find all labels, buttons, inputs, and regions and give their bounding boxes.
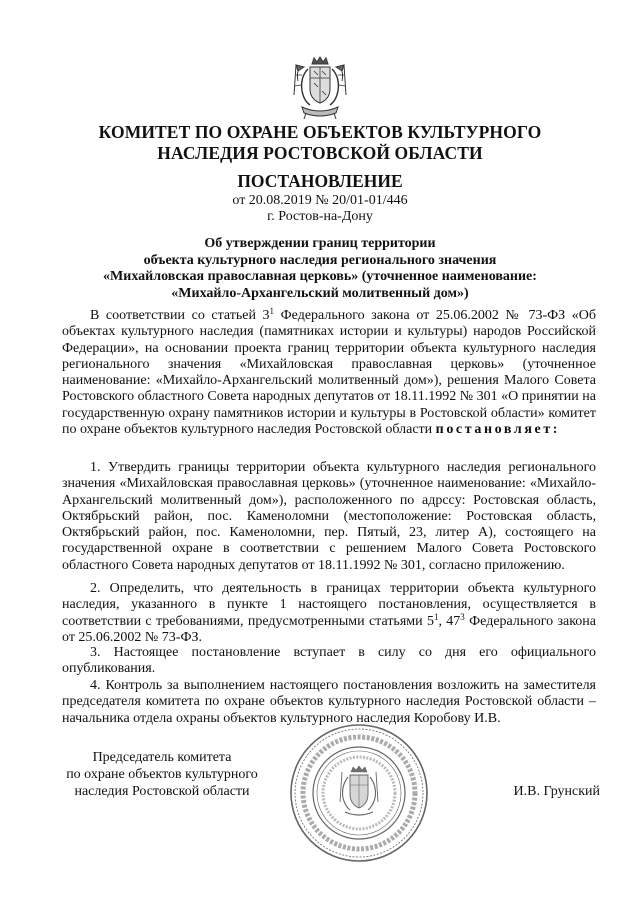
clause-2-text-b: , 47 bbox=[438, 613, 461, 629]
clause-4-text: 4. Контроль за выполнением настоящего постановления возложить на заместителя председателя комитета по охране объектов культурного наследия Ростовской области – начальника отдела охраны объектов культурного наследия Коробову И.В. bbox=[62, 678, 596, 726]
official-seal-icon bbox=[288, 722, 430, 864]
clause-2-text-a: 2. Определить, что деятельность в границах территории объекта культурного наследия, указанного в пункте 1 настоящего постановления, осуществляется в соответствии с требованиями, предусмотренными статьями 5 bbox=[62, 581, 596, 629]
clause-1-text: 1. Утвердить границы территории объекта культурного наследия регионального значения «Михайловская православная церковь» (уточненное наименование: «Михайло-Архангельский молитвенный дом»), расположенного по адрсcу: Ростовская область, Октябрьский район, пос. Каменоломни (местоположение: Ростовская область, Октябрьский район, пос. Каменоломни, пер. Пятый, 23, литер А), состоящего на государственной охране в соответствии с решением Малого Совета Ростовского областного Совета народных депутатов от 18.11.1992 № 301, согласно приложению. bbox=[62, 460, 596, 573]
signatory-position bbox=[62, 749, 262, 800]
signatory-name: И.В. Грунский bbox=[513, 784, 600, 799]
committee-name bbox=[60, 122, 580, 164]
document-title bbox=[60, 236, 580, 302]
signatory-position-line1: Председатель комитета bbox=[92, 750, 232, 765]
clause-2-superscript-2: 3 bbox=[460, 611, 465, 622]
resolution-keyword: постановляет: bbox=[435, 422, 561, 438]
clause-1-paragraph bbox=[62, 460, 596, 574]
signatory-position-line2: по охране объектов культурного bbox=[66, 767, 258, 782]
title-line2: объекта культурного наследия регионального значения bbox=[143, 252, 497, 268]
signatory-position-line3: наследия Ростовской области bbox=[74, 784, 250, 799]
document-type: ПОСТАНОВЛЕНИЕ bbox=[237, 171, 403, 191]
clause-2-paragraph bbox=[62, 581, 596, 646]
clause-4-paragraph bbox=[62, 678, 596, 727]
coat-of-arms-icon bbox=[290, 55, 350, 123]
clause-2-superscript-1: 1 bbox=[433, 611, 439, 622]
clause-3-paragraph bbox=[62, 645, 596, 678]
title-line1: Об утверждении границ территории bbox=[204, 236, 436, 251]
preamble-paragraph bbox=[62, 308, 596, 438]
committee-name-line1: КОМИТЕТ ПО ОХРАНЕ ОБЪЕКТОВ КУЛЬТУРНОГО bbox=[98, 122, 542, 142]
preamble-superscript: 1 bbox=[269, 306, 275, 316]
clause-3-text: 3. Настоящее постановление вступает в силу со дня его официального опубликования. bbox=[62, 645, 596, 677]
document-date-number: от 20.08.2019 № 20/01-01/446 bbox=[232, 193, 408, 208]
clause-2-text-c: Федерального закона от 25.06.2002 № 73-ФЗ. bbox=[62, 613, 597, 645]
title-line4: «Михайло-Архангельский молитвенный дом») bbox=[171, 285, 469, 301]
committee-name-line2: НАСЛЕДИЯ РОСТОВСКОЙ ОБЛАСТИ bbox=[157, 143, 483, 163]
document-city: г. Ростов-на-Дону bbox=[267, 209, 373, 224]
preamble-text-a: В соответствии со статьей 3 bbox=[90, 308, 270, 323]
title-line3: «Михайловская православная церковь» (уточненное наименование: bbox=[103, 269, 537, 284]
preamble-text-b: Федерального закона от 25.06.2002 № 73-ФЗ «Об объектах культурного наследия (памятниках истории и культуры) народов Российской Федерации», на основании проекта границ территории объекта культурного наследия регионального значения «Михайловская православная церковь» (уточненное наименование: «Михайло-Архангельский молитвенный дом»), решения Малого Совета Ростовского областного Совета народных депутатов от 18.11.1992 № 301 «О принятии на государственную охрану памятников истории и культуры в Ростовской области» комитет по охране объектов культурного наследия Ростовской области bbox=[62, 308, 596, 438]
